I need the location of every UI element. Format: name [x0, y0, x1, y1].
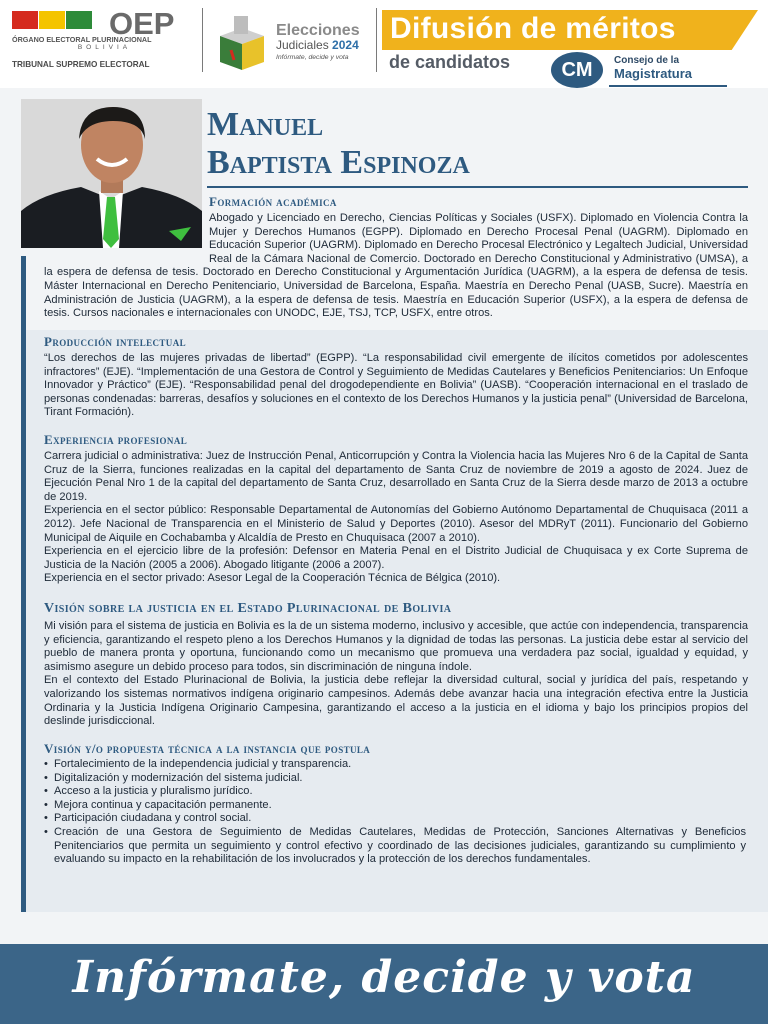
- propuesta-list: [44, 758, 746, 867]
- banner-title: Difusión de méritos: [390, 12, 676, 45]
- produccion-text: [44, 352, 748, 420]
- elecciones-tagline: Infórmate, decide y vota: [276, 54, 349, 61]
- footer-slogan: Infórmate, decide y vota: [72, 952, 696, 1003]
- cm-line1: Consejo de la: [614, 55, 680, 66]
- list-item: • Fortalecimiento de la independencia judicial y transparencia.: [44, 758, 746, 772]
- divider: [202, 8, 203, 72]
- section-title-vision: Visión sobre la justicia en el Estado Plurinacional de Bolivia: [44, 601, 452, 616]
- section-title-experiencia: Experiencia profesional: [44, 432, 188, 447]
- elecciones-subtitle: Judiciales 2024: [276, 38, 359, 52]
- oep-subtitle: ÓRGANO ELECTORAL PLURINACIONAL: [12, 35, 152, 44]
- header: [0, 0, 768, 88]
- experiencia-paragraph-4: Experiencia en el sector privado: Asesor Legal de la Cooperación Técnica de Bélgica (2010).: [44, 572, 501, 585]
- banner-subtitle: de candidatos: [389, 52, 511, 72]
- list-item: • Creación de una Gestora de Seguimiento de Medidas Cautelares, Medidas de Protección, Sanciones Alternativas y Beneficios Penitenciarios que permita un seguimiento y control efectivo y coordinado de las decisiones judiciales, garantizando su cumplimiento y evaluando su impacto en la rehabilitación de los involucrados y la protección de los derechos fundamentales.: [44, 826, 746, 867]
- vision-text: [44, 620, 748, 729]
- elecciones-logo: [212, 8, 372, 74]
- vision-paragraph-1: Mi visión para el sistema de justicia en Bolivia es la de un sistema moderno, inclusivo y accesible, que actúe con independencia, transparencia y eficiencia, garantizando el respeto pleno a los Derechos Humanos y la dignidad de todas las personas. La justicia debe estar al servicio del pueblo de manera pronta y oportuna, funcionando como un mecanismo que promueva una verdadera paz social, igualdad y equidad, y asimismo asegure un debido proceso para todos, sin discriminación de ninguna índole.: [44, 620, 748, 673]
- list-item: • Mejora continua y capacitación permanente.: [44, 799, 746, 813]
- candidate-name: [207, 106, 470, 182]
- side-accent-bar: [21, 256, 26, 912]
- elecciones-year: 2024: [332, 38, 359, 52]
- candidate-first-name: Manuel: [207, 106, 324, 143]
- cm-underline: [609, 85, 727, 87]
- divider: [376, 8, 377, 72]
- vision-paragraph-2: En el contexto del Estado Plurinacional de Bolivia, la justicia debe reflejar la diversidad cultural, social y jurídica del país, respetando y valorizando los sistemas normativos indígena originario campesinos. Además debe avanzar hacia una integración efectiva entre la Justicia Ordinaria y la Justicia Indígena Originario Campesina, garantizando el acceso a la justicia en el idioma y bajo los principios propios del deslinde jurisdiccional.: [44, 674, 748, 728]
- oep-tribunal: TRIBUNAL SUPREMO ELECTORAL: [12, 60, 150, 69]
- section-title-propuesta: Visión y/o propuesta técnica a la instancia que postula: [44, 741, 371, 756]
- name-divider: [207, 186, 748, 188]
- experiencia-paragraph-2: Experiencia en el sector público: Responsable Departamental de Autonomías del Gobierno Autónomo Departamental de Chuquisaca (2011 a 2012). Jefe Nacional de Transparencia en el Ministerio de Salud y Deportes (2010). Asesor del MDRyT (2011). Funcionario del Gobierno Municipal de Aiquile en Cochabamba y Alcaldía de Presto en Chuquisaca (2007 a 2010).: [44, 504, 748, 544]
- produccion-paragraph: “Los derechos de las mujeres privadas de libertad” (EGPP). “La responsabilidad civil emergente de ilícitos cometidos por adolescentes infractores” (EJE). “Implementación de una Gestora de Control y Seguimiento de Medidas Cautelares y Beneficios Penitenciarios: Un Enfoque Innovador y Práctico” (EJE). “Responsabilidad penal del drogodependiente en Bolivia” (UASB). “Cooperación internacional en el traslado de personas condenadas: barreras, desafíos y soluciones en el contexto de los Derechos Humanos y la justicia penal” (Universidad de Barcelona, Tirant Formación).: [44, 352, 748, 419]
- section-title-produccion: Producción intelectual: [44, 334, 187, 349]
- list-item: • Acceso a la justicia y pluralismo jurídico.: [44, 785, 746, 799]
- experiencia-paragraph-1: Carrera judicial o administrativa: Juez de Instrucción Penal, Anticorrupción y Contra la Violencia hacia las Mujeres Nro 6 de la Capital de Santa Cruz de la Sierra, funciones realizadas en la capital del departamento de Santa Cruz de noviembre de 2019 a agosto de 2024. Juez de Ejecución Penal Nro 1 de la capital del departamento de Santa Cruz, desarrollado en Santa Cruz de la Sierra desde marzo de 2013 a octubre de 2019.: [44, 450, 748, 503]
- oep-flag-icon: [12, 11, 93, 34]
- oep-logo: [12, 8, 197, 72]
- list-item: • Participación ciudadana y control social.: [44, 812, 746, 826]
- list-item: • Digitalización y modernización del sistema judicial.: [44, 772, 746, 786]
- photo-wrap-spacer: [44, 212, 209, 253]
- candidate-last-name: Baptista Espinoza: [207, 144, 470, 181]
- section-title-formacion: Formación académica: [209, 194, 337, 209]
- elecciones-title: Elecciones: [276, 22, 360, 39]
- cm-line2: Magistratura: [614, 66, 693, 81]
- formacion-text: [44, 212, 748, 321]
- cm-badge: CM: [551, 52, 603, 88]
- ballot-box-icon: [212, 14, 272, 74]
- formacion-paragraph: Abogado y Licenciado en Derecho, Ciencias Políticas y Sociales (USFX). Diplomado en Violencia Contra la Mujer y Derechos Humanos (EGPP). Diplomado en Derecho Procesal Penal (UAGRM). Diplomado en Educación Superior (UAGRM). Diplomado en Derecho Procesal Electrónico y Legaltech Judicial, Universidad Real de la Cámara Nacional de Comercio. Doctorado en Derecho Constitucional y Administrativo (UMSA), a la espera de defensa de tesis. Doctorado en Derecho Constitucional y Argumentación Jurídica (UAGRM), a la espera de defensa de tesis. Máster Internacional en Derecho Penitenciario, Universidad de Barcelona, España. Maestría en Derecho Penal (UASB, Sucre). Maestría en Administración de Justicia (UAGRM), a la espera de defensa de tesis. Maestría en Educación Superior (USFX), a la espera de defensa de tesis. Cursos nacionales e internacionales con UNODC, EJE, TSJ, TCP, USFX, entre otros.: [44, 212, 748, 320]
- experiencia-text: [44, 450, 748, 586]
- oep-wordmark: OEP: [109, 6, 175, 41]
- oep-country: BOLIVIA: [77, 44, 132, 51]
- experiencia-paragraph-3: Experiencia en el ejercicio libre de la profesión: Defensor en Materia Penal en el Distrito Judicial de Chuquisaca y ex Corte Suprema de Justicia de la Nación (2005 a 2006). Abogado litigante (2006 a 2007).: [44, 545, 748, 571]
- cm-logo: [551, 52, 741, 90]
